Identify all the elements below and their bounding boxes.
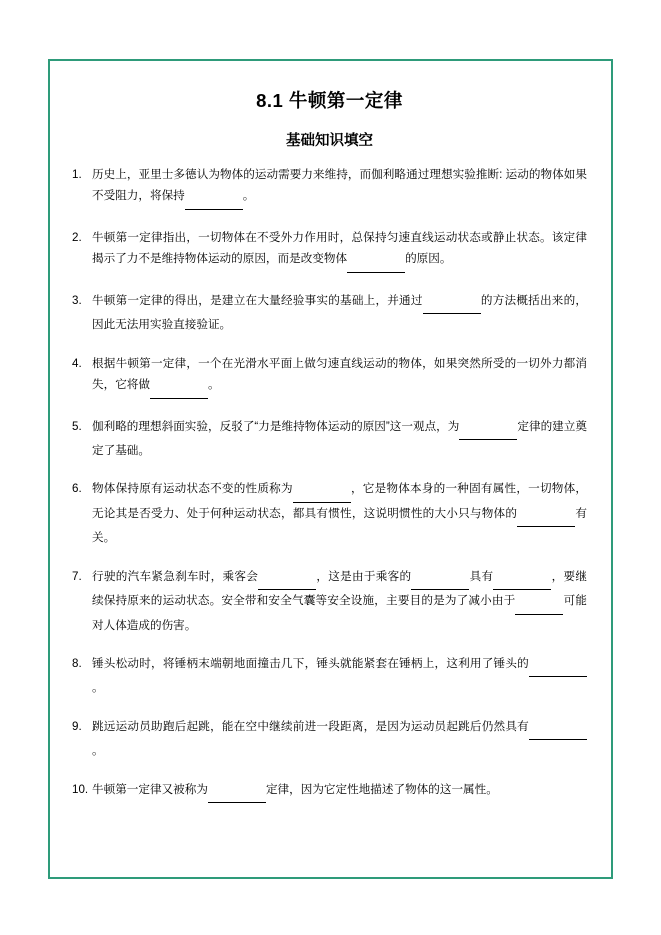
question-text-segment: 的原因。: [405, 252, 452, 266]
question-text-segment: 历史上，亚里士多德认为物体的运动需要力来维持，而伽利略通过理想实验推断: 运动的物体如果不受阻力，将保持: [92, 168, 587, 203]
question-item: [72, 164, 587, 210]
question-text-segment: 定律，因为它定性地描述了物体的这一属性。: [265, 782, 498, 796]
answer-blank[interactable]: [293, 480, 351, 502]
question-text: [92, 716, 587, 762]
question-text-segment: ，这是由于乘客的: [316, 569, 412, 583]
question-text-segment: 定律的建立奠定了基础。: [92, 419, 587, 457]
question-text-segment: 牛顿第一定律指出，一切物体在不受外力作用时，总保持匀速直线运动状态或静止状态。该定律揭示了力不是维持物体运动的原因，而是改变物体: [92, 230, 587, 266]
question-number: 8.: [72, 657, 82, 670]
answer-blank[interactable]: [423, 292, 481, 314]
question-number: 1.: [72, 168, 82, 181]
answer-blank[interactable]: [459, 418, 517, 440]
answer-blank[interactable]: [150, 376, 208, 398]
question-number: 3.: [72, 293, 82, 307]
question-number: 4.: [72, 356, 82, 370]
question-text-segment: ，它是物体本身的一种固有属性，一切物体，无论其是否受力、处于何种运动状态，都具有惯性，这说明惯性的大小只与物体的: [92, 482, 587, 520]
answer-blank[interactable]: [529, 655, 587, 677]
question-number: 5.: [72, 419, 82, 433]
question-text-segment: 根据牛顿第一定律，一个在光滑水平面上做匀速直线运动的物体，如果突然所受的一切外力都消失，它将做: [92, 356, 587, 392]
question-text-segment: 可能对人体造成的伤害。: [92, 594, 587, 632]
question-text-segment: 。: [207, 378, 220, 392]
question-text-segment: 的方法概括出来的，因此无法用实验直接验证。: [92, 293, 587, 332]
question-text-segment: 伽利略的理想斜面实验，反驳了“力是维持物体运动的原因”这一观点，为: [92, 419, 460, 433]
question-item: [72, 779, 587, 803]
question-item: [72, 353, 587, 399]
question-text-segment: 牛顿第一定律的得出，是建立在大量经验事实的基础上，并通过: [92, 293, 423, 307]
answer-blank[interactable]: [517, 505, 575, 527]
question-number: 7.: [72, 569, 82, 583]
question-text-segment: 有关。: [92, 506, 587, 545]
document-border-frame: [48, 59, 613, 879]
answer-blank[interactable]: [411, 568, 469, 590]
question-text-segment: 行驶的汽车紧急刹车时，乘客会: [92, 569, 259, 583]
answer-blank[interactable]: [258, 568, 316, 590]
question-text: [92, 290, 587, 336]
question-number: 2.: [72, 230, 82, 244]
question-text: [92, 566, 587, 636]
question-text-segment: 。: [92, 744, 104, 758]
question-text: [92, 164, 587, 210]
question-number: 10.: [72, 782, 89, 796]
answer-blank[interactable]: [208, 781, 266, 803]
document-body: [50, 61, 611, 803]
answer-blank[interactable]: [529, 718, 587, 740]
section-subtitle: 基础知识填空: [286, 133, 373, 149]
question-item: [72, 566, 587, 636]
question-text: [92, 478, 587, 548]
question-item: [72, 478, 587, 548]
question-item: [72, 227, 587, 273]
question-text: [92, 779, 587, 803]
question-text-segment: ，要继续保持原来的运动状态。安全带和安全气囊等安全设施，主要目的是为了减小由于: [92, 569, 587, 608]
question-number: 9.: [72, 719, 82, 733]
question-item: [72, 290, 587, 336]
question-text: [92, 353, 587, 399]
question-text-segment: 。: [92, 681, 104, 695]
question-text-segment: 物体保持原有运动状态不变的性质称为: [92, 482, 293, 496]
answer-blank[interactable]: [347, 250, 405, 272]
question-item: [72, 653, 587, 699]
answer-blank[interactable]: [185, 187, 243, 209]
answer-blank[interactable]: [515, 592, 563, 614]
question-item: [72, 716, 587, 762]
answer-blank[interactable]: [493, 568, 551, 590]
question-text-segment: 具有: [469, 569, 494, 583]
page-title: 8.1 牛顿第一定律: [256, 90, 403, 111]
question-text: [92, 653, 587, 699]
question-text: [92, 416, 587, 462]
question-number: 6.: [72, 482, 82, 496]
question-text-segment: 。: [242, 189, 255, 203]
question-text-segment: 跳远运动员助跑后起跳，能在空中继续前进一段距离，是因为运动员起跳后仍然具有: [92, 719, 529, 733]
question-list: [72, 164, 587, 803]
question-text-segment: 锤头松动时，将锤柄末端朝地面撞击几下，锤头就能紧套在锤柄上，这利用了锤头的: [92, 657, 529, 670]
question-item: [72, 416, 587, 462]
question-text-segment: 牛顿第一定律又被称为: [92, 782, 208, 796]
question-text: [92, 227, 587, 273]
